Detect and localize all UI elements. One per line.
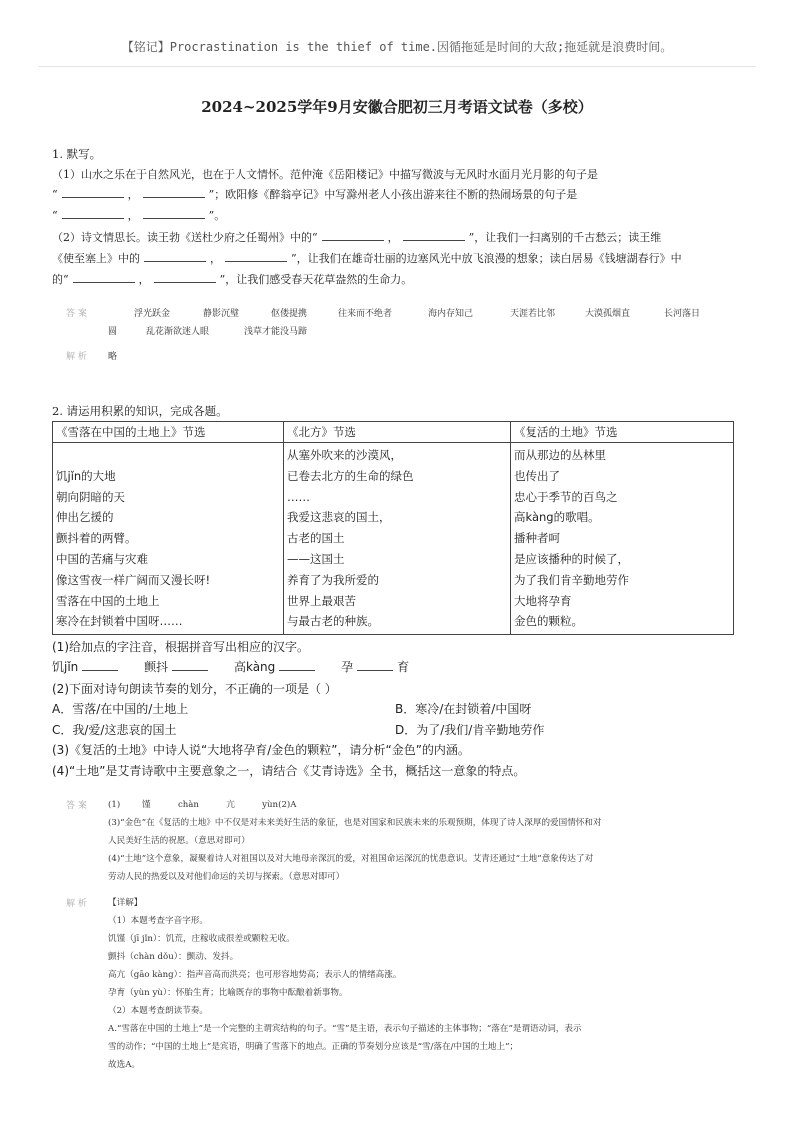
blank[interactable] <box>62 187 124 198</box>
q1-line-4: （2）诗文情思长。读王勃《送杜少府之任蜀州》中的“ ， ”，让我们一扫离别的千古愁云；读王维 <box>52 231 662 244</box>
table-header: 《北方》节选 <box>284 422 511 443</box>
q1-answer: 圆 <box>108 327 118 337</box>
blank[interactable] <box>357 660 393 671</box>
q1-answer: 往来而不绝者 <box>338 309 393 319</box>
q1-line-1: （1）山水之乐在于自然风光，也在于人文情怀。范仲淹《岳阳楼记》中描写微波与无风时水面月光月影的句子是 <box>52 168 598 181</box>
q1-answer: 浮光跃金 <box>134 309 171 319</box>
blank[interactable] <box>322 230 384 241</box>
header-divider <box>38 66 756 67</box>
option-d[interactable]: D．为了/我们/肯辛勤地劳作 <box>395 723 545 737</box>
q2-answer-3b: 人民美好生活的祝愿。（意思对即可） <box>108 836 250 846</box>
q2-heading: 2. 请运用积累的知识，完成各题。 <box>52 404 228 418</box>
table-row <box>53 443 734 635</box>
q2-sub4: (4)“土地”是艾青诗歌中主要意象之一，请结合《艾青诗选》全书，概括这一意象的特点。 <box>52 764 526 778</box>
q2-sub3: (3)《复活的土地》中诗人说“大地将孕育/金色的颗粒”，请分析“金色”的内涵。 <box>52 743 470 757</box>
q2-sub1: (1)给加点的字注音，根据拼音写出相应的汉字。 <box>52 640 309 654</box>
blank[interactable] <box>279 660 315 671</box>
q2-answer-label: 答 案 <box>66 801 87 811</box>
q1-line-3: “ ， ”。 <box>52 209 226 222</box>
blank[interactable] <box>73 272 135 283</box>
explain-line: （1）本题考查字音字形。 <box>108 916 208 926</box>
blank[interactable] <box>172 660 208 671</box>
blank[interactable] <box>62 208 124 219</box>
blank[interactable] <box>403 230 465 241</box>
q1-explain: 略 <box>108 352 118 362</box>
q1-answer: 静影沉璧 <box>203 309 240 319</box>
option-b[interactable]: B．寒冷/在封锁着/中国呀 <box>395 702 532 716</box>
q1-answer: 海内存知己 <box>428 309 474 319</box>
option-a[interactable]: A．雪落/在中国的/土地上 <box>52 702 189 716</box>
poem-table <box>52 421 734 635</box>
explain-line: A.“雪落在中国的土地上”是一个完整的主谓宾结构的句子。“雪”是主语，表示句子描述的主体事物；“落在”是谓语动词，表示 <box>108 1024 582 1034</box>
motto-header: 【铭记】Procrastination is the thief of time.因循拖延是时间的大敌;拖延就是浪费时间。 <box>121 40 673 54</box>
blank[interactable] <box>143 208 205 219</box>
q1-answer: 乱花渐欲迷人眼 <box>146 327 210 337</box>
poem-excerpt-2: 从塞外吹来的沙漠风， 已卷去北方的生命的绿色 …… 我爱这悲哀的国土， 古老的国土 ——这国土 养育了为我所爱的 世界上最艰苦 与最古老的种族。 <box>284 443 511 635</box>
q1-explain-label: 解 析 <box>66 352 87 362</box>
q2-answer-1: (1) 馑 chàn 亢 yùn(2)A <box>108 800 297 810</box>
explain-line: 雪的动作；“中国的土地上”是宾语，明确了雪落下的地点。正确的节奏划分应该是“雪/落在/中国的土地上”； <box>108 1042 519 1052</box>
explain-line: （2）本题考查朗读节奏。 <box>108 1006 208 1016</box>
q1-answer: 大漠孤烟直 <box>585 309 631 319</box>
q1-answer-label: 答 案 <box>66 309 87 319</box>
poem-excerpt-3: 而从那边的丛林里 也传出了 忠心于季节的百鸟之 高kàng的歌唱。 播种者呵 是应该播种的时候了， 为了我们肯辛勤地劳作 大地将孕育 金色的颗粒。 <box>511 443 734 635</box>
option-c[interactable]: C．我/爱/这悲哀的国土 <box>52 723 177 737</box>
blank[interactable] <box>143 187 205 198</box>
explain-line: 颤抖（chàn dǒu）：颤动、发抖。 <box>108 952 239 962</box>
page-title: 2024~2025学年9月安徽合肥初三月考语文试卷（多校） <box>201 98 593 116</box>
q1-answer: 长河落日 <box>664 309 701 319</box>
blank[interactable] <box>154 272 216 283</box>
q2-sub1-items: 饥jǐn 颤抖 高kàng 孕 育 <box>52 660 410 674</box>
q2-sub2: (2)下面对诗句朗读节奏的划分，不正确的一项是（ ） <box>52 682 337 696</box>
q2-answer-4a: (4)“土地”这个意象，凝聚着诗人对祖国以及对大地母亲深沉的爱，对祖国命运深沉的忧患意识。艾青还通过“土地”意象传达了对 <box>108 854 594 864</box>
blank[interactable] <box>144 251 206 262</box>
q1-answer: 伛偻提携 <box>271 309 308 319</box>
q1-answer: 浅草才能没马蹄 <box>244 327 308 337</box>
blank[interactable] <box>225 251 287 262</box>
table-header: 《雪落在中国的土地上》节选 <box>53 422 284 443</box>
blank[interactable] <box>82 660 118 671</box>
explain-line: 故选A。 <box>108 1060 140 1070</box>
q2-explain-label: 解 析 <box>66 899 87 909</box>
table-header-row <box>53 422 734 443</box>
poem-excerpt-1: 饥jǐn的大地 朝向阴暗的天 伸出乞援的 颤抖着的两臂。 中国的苦痛与灾难 像这雪夜一样广阔而又漫长呀! 雪落在中国的土地上 寒冷在封锁着中国呀…… <box>53 443 284 635</box>
q1-line-5: 《使至塞上》中的 ， ”，让我们在雄奇壮丽的边塞风光中放飞浪漫的想象；读白居易《钱塘湖春行》中 <box>52 252 682 265</box>
explain-line: 孕育（yùn yù）：怀胎生育；比喻既存的事物中酝酿着新事物。 <box>108 988 348 998</box>
q2-answer-3a: (3)“金色”在《复活的土地》中不仅是对未来美好生活的象征，也是对国家和民族未来的乐观预期，体现了诗人深厚的爱国情怀和对 <box>108 818 602 828</box>
q2-answer-4b: 劳动人民的热爱以及对他们命运的关切与探索。（意思对即可） <box>108 872 345 882</box>
table-header: 《复活的土地》节选 <box>511 422 734 443</box>
explain-line: 饥馑（jī jǐn）：饥荒，庄稼收成很差或颗粒无收。 <box>108 934 295 944</box>
explain-line: 高亢（gāo kàng）：指声音高而洪亮；也可形容地势高；表示人的情绪高涨。 <box>108 970 402 980</box>
q1-line-6: 的“ ， ”，让我们感受春天花草盎然的生命力。 <box>52 273 413 286</box>
q1-answer: 天涯若比邻 <box>510 309 556 319</box>
explain-line: 【详解】 <box>108 898 143 908</box>
q1-heading: 1. 默写。 <box>52 147 102 161</box>
q1-line-2: “ ， ”；欧阳修《醉翁亭记》中写滁州老人小孩出游来往不断的热闹场景的句子是 <box>52 188 578 201</box>
